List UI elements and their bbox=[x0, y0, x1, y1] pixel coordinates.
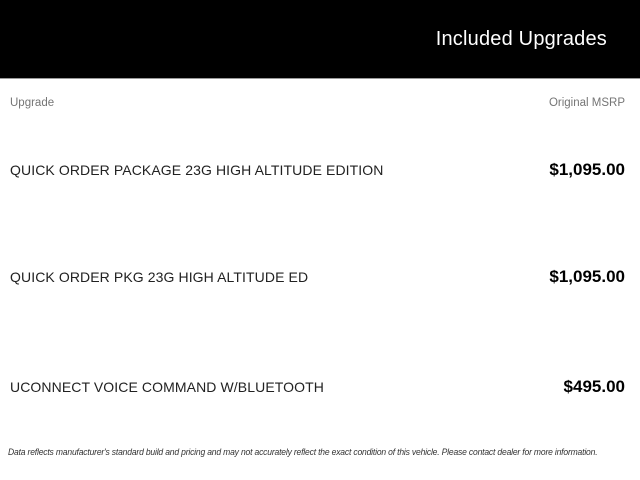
table-row bbox=[10, 265, 625, 289]
upgrade-price: $1,095.00 bbox=[549, 267, 625, 286]
disclaimer-footer bbox=[8, 442, 632, 460]
page-title: Included Upgrades bbox=[435, 27, 607, 50]
disclaimer-text: Data reflects manufacturer's standard build and pricing and may not accurately reflect the exact condition of this vehicle. Please contact dealer for more information. bbox=[8, 447, 598, 458]
upgrade-name: UCONNECT VOICE COMMAND W/BLUETOOTH bbox=[10, 379, 325, 395]
upgrade-name: QUICK ORDER PKG 23G HIGH ALTITUDE ED bbox=[10, 269, 309, 285]
table-row bbox=[10, 158, 625, 182]
column-headers bbox=[10, 97, 625, 109]
table-row bbox=[10, 375, 625, 399]
column-header-upgrade: Upgrade bbox=[10, 97, 55, 109]
upgrade-name: QUICK ORDER PACKAGE 23G HIGH ALTITUDE EDITION bbox=[10, 162, 384, 178]
header-banner bbox=[0, 0, 640, 79]
upgrade-price: $495.00 bbox=[563, 377, 625, 396]
column-header-original-msrp: Original MSRP bbox=[548, 97, 625, 109]
upgrade-price: $1,095.00 bbox=[549, 160, 625, 179]
